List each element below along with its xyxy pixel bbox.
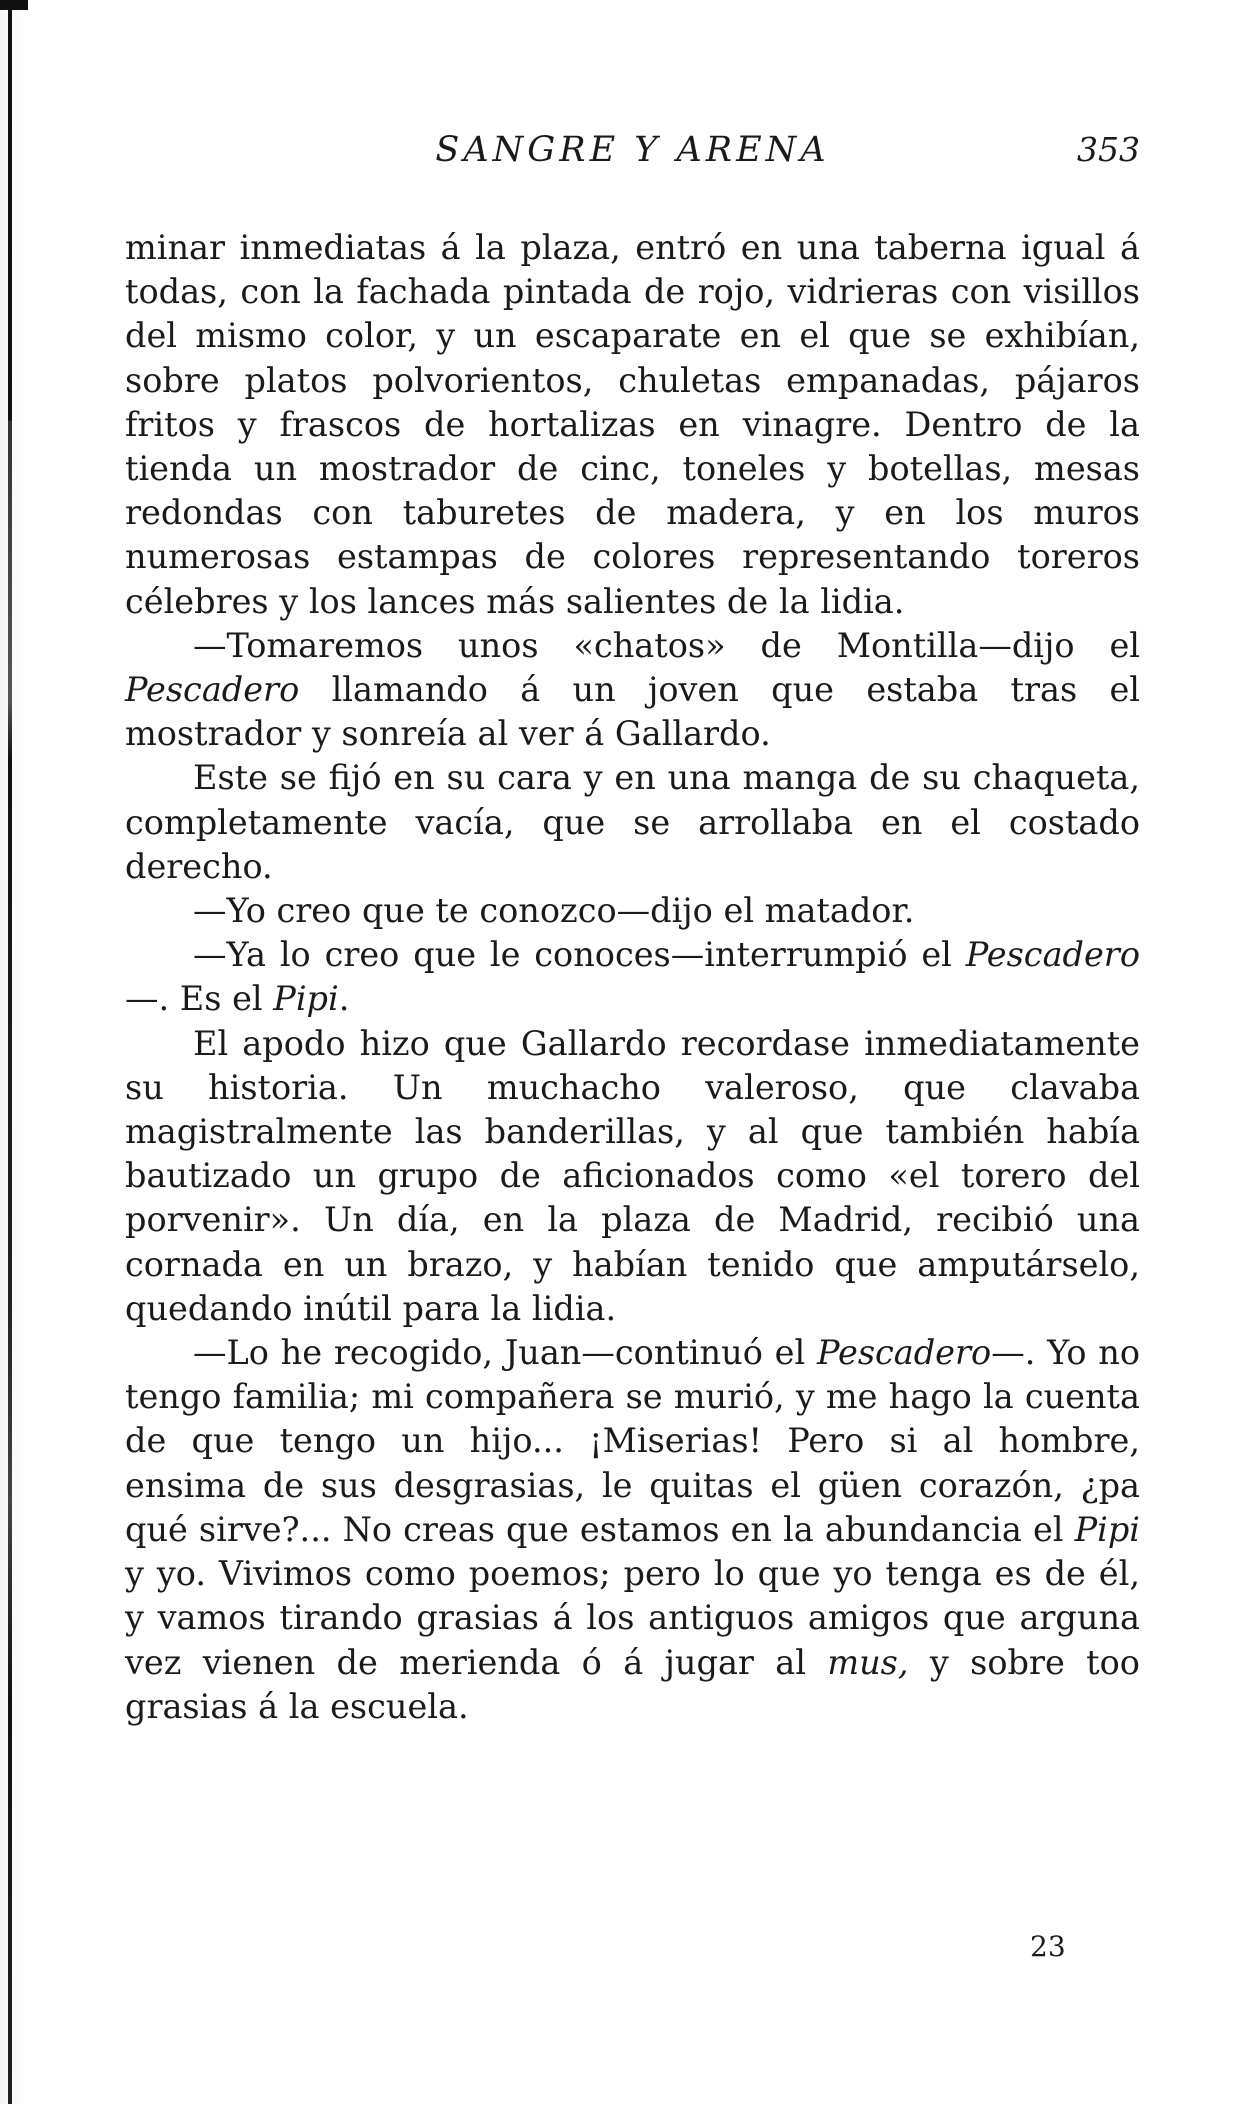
text-run: llamando á un joven que estaba tras el mostrador y sonreía al ver á Gallardo. [125, 670, 1140, 754]
paragraph [125, 1331, 1140, 1729]
page-number: 353 [1077, 130, 1140, 169]
paragraph [125, 226, 1140, 624]
italic-run: Pipi [1074, 1509, 1140, 1549]
text-run: y sobre too grasias á la escuela. [125, 1642, 1140, 1726]
text-run: Este se fijó en su cara y en una manga de su chaqueta, completamente vacía, que se arrollaba en el costado derecho. [125, 758, 1140, 886]
italic-run: Pescadero [965, 935, 1140, 975]
italic-run: Pipi [273, 979, 339, 1019]
page-binding-edge [0, 0, 26, 2104]
paragraph [125, 889, 1140, 933]
paragraph [125, 624, 1140, 757]
running-title: SANGRE Y ARENA [435, 130, 830, 170]
text-run: —. Es el [125, 979, 274, 1019]
page-header [125, 130, 1140, 174]
italic-run: Pescadero [125, 670, 300, 710]
text-run: —Ya lo creo que le conoces—interrumpió el [193, 935, 966, 975]
binding-hook [0, 0, 28, 10]
paragraph [125, 933, 1140, 1021]
text-run: —Yo creo que te conozco—dijo el matador. [193, 891, 915, 931]
italic-run: mus, [827, 1642, 909, 1682]
text-run: minar inmediatas á la plaza, entró en una taberna igual á todas, con la fachada pintada de rojo, vidrieras con visillos del mismo color, y un escaparate en el que se exhibían, sobre platos polvorientos, chuletas empanadas, pájaros fritos y frascos de hortalizas en vinagre. Dentro de la tienda un mostrador de cinc, toneles y botellas, mesas redondas con taburetes de madera, y en los muros numerosas estampas de colores representando toreros célebres y los lances más salientes de la lidia. [125, 228, 1140, 621]
text-run: —. Yo no tengo familia; mi compañera se murió, y me hago la cuenta de que tengo un hijo... ¡Miserias! Pero si al hombre, ensima de sus desgrasias, le quitas el güen corazón, ¿pa qué sirve?... No creas que estamos en la abundancia el [125, 1333, 1141, 1549]
body-text [125, 226, 1140, 1729]
text-run: El apodo hizo que Gallardo recordase inmediatamente su historia. Un muchacho valeroso, que clavaba magistralmente las banderillas, y al que también había bautizado un grupo de aficionados como «el torero del porvenir». Un día, en la plaza de Madrid, recibió una cornada en un brazo, y habían tenido que amputárselo, quedando inútil para la lidia. [125, 1023, 1140, 1328]
text-run: —Lo he recogido, Juan—continuó el [193, 1333, 817, 1373]
paragraph [125, 756, 1140, 889]
text-run: . [338, 979, 350, 1019]
italic-run: Pescadero [816, 1333, 992, 1373]
text-run: —Tomaremos unos «chatos» de Montilla—dijo el [193, 625, 1140, 665]
signature-mark: 23 [1030, 1930, 1066, 1963]
binding-line [8, 0, 12, 2104]
paragraph [125, 1022, 1140, 1331]
text-run: y yo. Vivimos como poemos; pero lo que yo tenga es de él, y vamos tirando grasias á los antiguos amigos que arguna vez vienen de merienda ó á jugar al [125, 1554, 1140, 1682]
